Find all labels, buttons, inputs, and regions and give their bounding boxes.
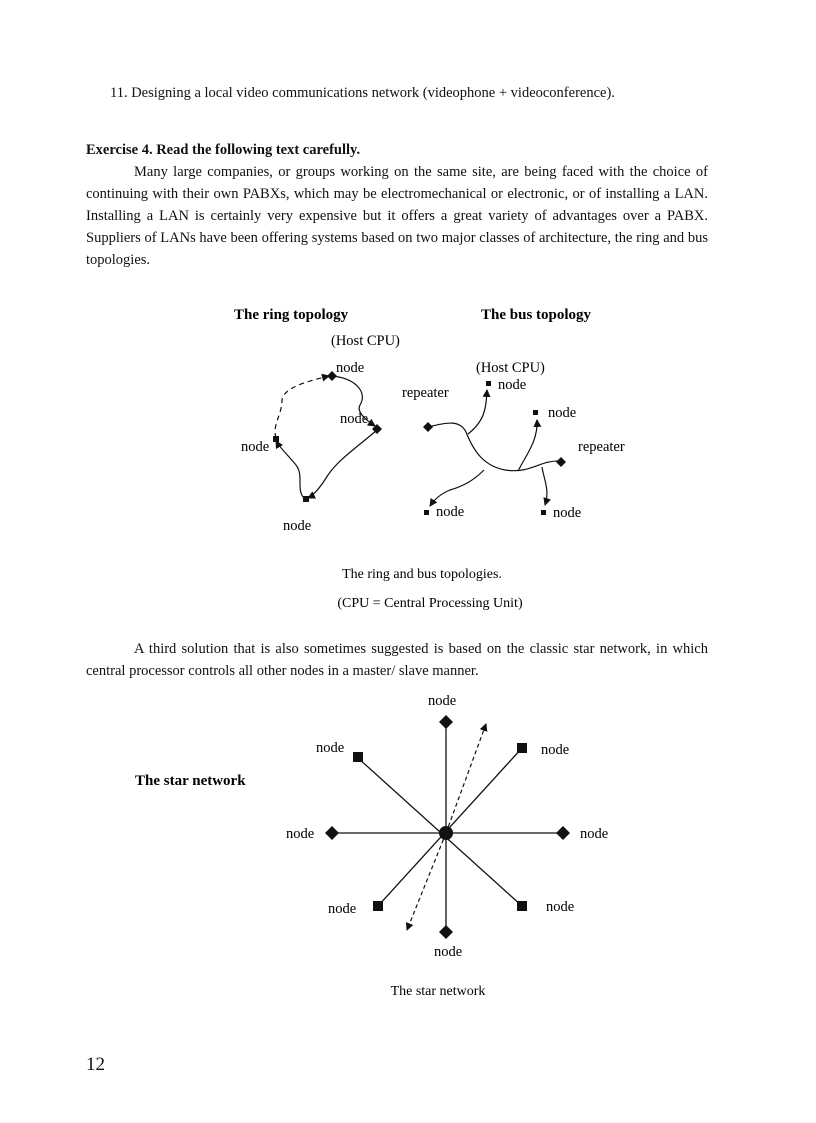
ring-node-label-bottom: node <box>283 518 312 534</box>
star-node-label-top: node <box>428 693 457 709</box>
bus-backbone <box>428 423 560 471</box>
ring-link-bottom-left <box>276 441 304 498</box>
star-node-label-upper-right: node <box>541 742 570 758</box>
star-node-label-bottom: node <box>434 944 463 960</box>
star-node-top-icon <box>439 715 453 729</box>
list-item-11: 11. Designing a local video communications network (videophone + videoconference). <box>110 85 615 101</box>
bus-branch-host <box>468 390 487 434</box>
star-paragraph: A third solution that is also sometimes suggested is based on the classic star network, in which central processor controls all other nodes in a master/ slave manner. <box>86 641 708 679</box>
star-link-diagonal-up <box>378 748 522 906</box>
star-node-label-upper-left: node <box>316 740 345 756</box>
star-dashed-arrow-up <box>446 724 486 833</box>
ring-topology-title: The ring topology <box>234 307 349 323</box>
bus-repeater-label-right: repeater <box>578 439 625 455</box>
star-node-label-lower-left: node <box>328 901 357 917</box>
ring-diagram <box>241 333 400 534</box>
bus-node-lower-right-icon <box>541 510 546 515</box>
bus-branch-upper-right <box>518 420 537 471</box>
bus-repeater-label-left: repeater <box>402 385 449 401</box>
ring-host-cpu-label: (Host CPU) <box>331 333 400 349</box>
star-network-title: The star network <box>135 773 246 789</box>
bus-topology-title: The bus topology <box>481 307 592 323</box>
ring-link-right-bottom <box>308 430 377 498</box>
page-number: 12 <box>86 1054 105 1075</box>
star-dashed-arrow-down <box>407 833 446 930</box>
bus-node-label-host: node <box>498 377 527 393</box>
ring-node-square-left-icon <box>273 436 279 442</box>
ring-link-left-top-dashed <box>275 376 329 438</box>
star-caption: The star network <box>390 984 486 999</box>
bus-node-label-upper-right: node <box>548 405 577 421</box>
bus-diagram <box>402 360 625 521</box>
star-node-upper-left-icon <box>353 752 363 762</box>
ring-node-label-right: node <box>340 411 369 427</box>
bus-node-label-lower-left: node <box>436 504 465 520</box>
exercise-heading: Exercise 4. Read the following text carefully. <box>86 142 361 158</box>
exercise-paragraph: Many large companies, or groups working on the same site, are being faced with the choice of continuing with their own PABXs, which may be electromechanical or electronic, or of installing a LAN. Installing a LAN is certainly very expensive but it offers a great variety of advantages over a PABX. Suppliers of LANs have been offering systems based on two major classes of architecture, the ring and bus topologies. <box>86 164 708 268</box>
star-node-label-left: node <box>286 826 315 842</box>
bus-branch-lower-right <box>542 467 547 505</box>
bus-node-host-icon <box>486 381 491 386</box>
bus-branch-lower-left <box>430 470 484 506</box>
bus-host-cpu-label: (Host CPU) <box>476 360 545 376</box>
star-node-label-right: node <box>580 826 609 842</box>
central-processor-icon <box>439 826 453 840</box>
star-node-lower-left-icon <box>373 901 383 911</box>
star-node-bottom-icon <box>439 925 453 939</box>
star-node-label-lower-right: node <box>546 899 575 915</box>
ring-node-label-top: node <box>336 360 365 376</box>
star-node-upper-right-icon <box>517 743 527 753</box>
star-node-lower-right-icon <box>517 901 527 911</box>
ring-node-square-bottom-icon <box>303 496 309 502</box>
star-node-right-icon <box>556 826 570 840</box>
star-node-left-icon <box>325 826 339 840</box>
bus-repeater-left-icon <box>423 422 433 432</box>
bus-node-lower-left-icon <box>424 510 429 515</box>
bus-node-upper-right-icon <box>533 410 538 415</box>
ring-bus-caption: The ring and bus topologies. <box>342 567 502 582</box>
ring-bus-caption-note: (CPU = Central Processing Unit) <box>337 596 523 611</box>
bus-repeater-right-icon <box>556 457 566 467</box>
ring-node-label-left: node <box>241 439 270 455</box>
bus-node-label-lower-right: node <box>553 505 582 521</box>
star-network-figure <box>0 680 816 1000</box>
